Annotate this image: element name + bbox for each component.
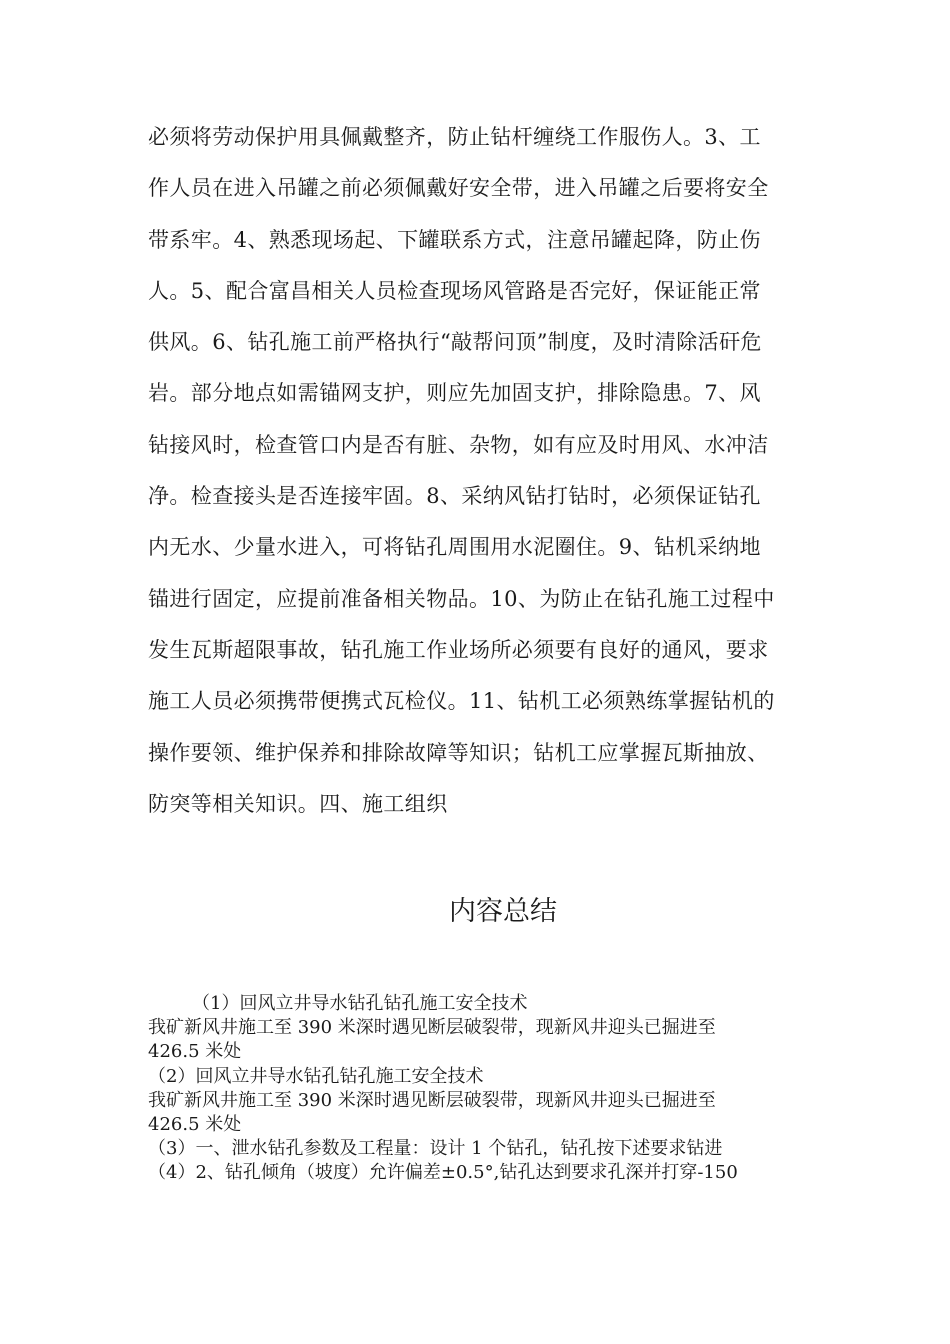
summary-item-1-text-cont: 426.5 米处 (148, 1041, 242, 1063)
body-line: 防突等相关知识。四、施工组织 (148, 791, 448, 816)
summary-item-3: （3）一、泄水钻孔参数及工程量：设计 1 个钻孔，钻孔按下述要求钻进 (148, 1138, 723, 1160)
body-line: 供风。6、钻孔施工前严格执行“敲帮问顶”制度，及时清除活矸危 (148, 330, 762, 355)
summary-item-2-text-cont: 426.5 米处 (148, 1114, 242, 1136)
body-line: 带系牢。4、熟悉现场起、下罐联系方式，注意吊罐起降，防止伤 (148, 227, 761, 252)
summary-item-1: （1）回风立井导水钻孔钻孔施工安全技术 (192, 993, 528, 1014)
body-line: 操作要领、维护保养和排除故障等知识；钻机工应掌握瓦斯抽放、 (148, 740, 769, 765)
body-line: 岩。部分地点如需锚网支护，则应先加固支护，排除隐患。7、风 (148, 381, 761, 406)
body-line: 钻接风时，检查管口内是否有脏、杂物，如有应及时用风、水冲洁 (148, 432, 769, 457)
body-paragraph (148, 112, 810, 830)
body-line: 必须将劳动保护用具佩戴整齐，防止钻杆缠绕工作服伤人。3、工 (148, 125, 761, 149)
body-line: 施工人员必须携带便携式瓦检仪。11、钻机工必须熟练掌握钻机的 (148, 689, 775, 714)
body-line: 发生瓦斯超限事故，钻孔施工作业场所必须要有良好的通风，要求 (148, 637, 769, 662)
summary-heading: 内容总结 (449, 896, 557, 927)
summary-item-2: （2）回风立井导水钻孔钻孔施工安全技术 (148, 1065, 484, 1087)
summary-item-4: （4）2、钻孔倾角（坡度）允许偏差±0.5°,钻孔达到要求孔深并打穿-150 (148, 1162, 738, 1184)
body-line: 人。5、配合富昌相关人员检查现场风管路是否完好，保证能正常 (148, 278, 761, 303)
body-line: 作人员在进入吊罐之前必须佩戴好安全带，进入吊罐之后要将安全 (148, 176, 769, 201)
body-line: 锚进行固定，应提前准备相关物品。10、为防止在钻孔施工过程中 (148, 586, 775, 611)
summary-item-1-text: 我矿新风井施工至 390 米深时遇见断层破裂带，现新风井迎头已掘进至 (148, 1017, 716, 1039)
body-line: 内无水、少量水进入，可将钻孔周围用水泥圈住。9、钻机采纳地 (148, 535, 761, 560)
summary-item-2-text: 我矿新风井施工至 390 米深时遇见断层破裂带，现新风井迎头已掘进至 (148, 1089, 716, 1111)
summary-list (148, 992, 828, 1186)
body-line: 净。检查接头是否连接牢固。8、采纳风钻打钻时，必须保证钻孔 (148, 484, 761, 509)
